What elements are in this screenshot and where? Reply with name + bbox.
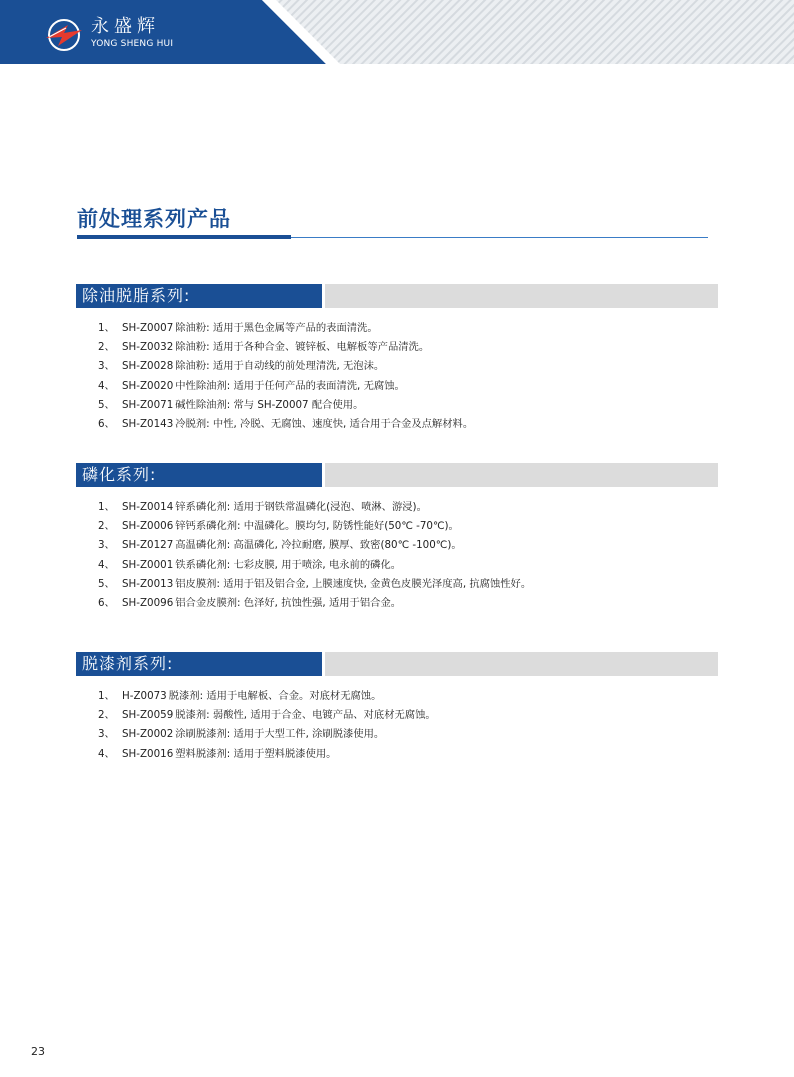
list-item bbox=[76, 556, 718, 575]
section-title: 除油脱脂系列: bbox=[76, 284, 322, 308]
item-description: 冷脱剂: 中性, 冷脱、无腐蚀、速度快, 适合用于合金及点解材料。 bbox=[175, 417, 474, 430]
product-code: SH-Z0143 bbox=[122, 417, 174, 430]
item-number: 5、 bbox=[98, 398, 115, 411]
title-divider-accent bbox=[77, 235, 291, 239]
item-description: 铝皮膜剂: 适用于铝及铝合金, 上膜速度快, 金黄色皮膜光泽度高, 抗腐蚀性好。 bbox=[175, 577, 532, 590]
list-item bbox=[76, 536, 718, 555]
item-description: 除油粉: 适用于各种合金、镀锌板、电解板等产品清洗。 bbox=[175, 341, 430, 354]
list-item bbox=[76, 687, 718, 706]
list-item bbox=[76, 377, 718, 396]
list-item bbox=[76, 725, 718, 744]
product-code: SH-Z0127 bbox=[122, 539, 174, 552]
list-item bbox=[76, 575, 718, 594]
section-degreasing bbox=[76, 284, 718, 434]
section-title: 脱漆剂系列: bbox=[76, 652, 322, 676]
product-code: SH-Z0016 bbox=[122, 747, 174, 760]
item-description: 碱性除油剂: 常与 SH-Z0007 配合使用。 bbox=[175, 398, 364, 411]
item-description: 除油粉: 适用于自动线的前处理清洗, 无泡沫。 bbox=[175, 360, 385, 373]
list-item bbox=[76, 338, 718, 357]
item-number: 6、 bbox=[98, 596, 115, 609]
item-description: 脱漆剂: 适用于电解板、合金。对底材无腐蚀。 bbox=[168, 690, 382, 702]
product-code: SH-Z0006 bbox=[122, 520, 174, 533]
section-phosphating bbox=[76, 463, 718, 613]
product-list bbox=[76, 498, 718, 613]
list-item bbox=[76, 745, 718, 764]
page-number: 23 bbox=[31, 1045, 45, 1058]
page-title: 前处理系列产品 bbox=[77, 207, 231, 231]
item-number: 2、 bbox=[98, 520, 115, 533]
product-code: SH-Z0014 bbox=[122, 501, 174, 513]
item-description: 塑料脱漆剂: 适用于塑料脱漆使用。 bbox=[175, 747, 337, 760]
list-item bbox=[76, 594, 718, 613]
list-item bbox=[76, 357, 718, 376]
item-description: 脱漆剂: 弱酸性, 适用于合金、电镀产品、对底材无腐蚀。 bbox=[175, 709, 436, 722]
item-number: 1、 bbox=[98, 690, 115, 702]
item-number: 4、 bbox=[98, 379, 115, 392]
item-number: 4、 bbox=[98, 558, 115, 571]
product-code: SH-Z0028 bbox=[122, 360, 174, 373]
item-description: 高温磷化剂: 高温磷化, 冷拉耐磨, 膜厚、致密(80℃ -100℃)。 bbox=[175, 539, 462, 552]
list-item bbox=[76, 319, 718, 338]
section-header-bar bbox=[76, 284, 718, 308]
header-banner bbox=[0, 0, 794, 64]
item-description: 锌系磷化剂: 适用于钢铁常温磷化(浸泡、喷淋、游浸)。 bbox=[175, 501, 427, 513]
brand-name-cn: 永盛辉 bbox=[91, 16, 160, 37]
section-paint-stripper bbox=[76, 652, 718, 764]
item-description: 锌钙系磷化剂: 中温磷化。膜均匀, 防锈性能好(50℃ -70℃)。 bbox=[175, 520, 459, 533]
item-number: 1、 bbox=[98, 501, 115, 513]
product-code: SH-Z0013 bbox=[122, 577, 174, 590]
product-code: SH-Z0071 bbox=[122, 398, 174, 411]
product-code: SH-Z0096 bbox=[122, 596, 174, 609]
item-number: 5、 bbox=[98, 577, 115, 590]
product-list bbox=[76, 687, 718, 764]
product-code: SH-Z0032 bbox=[122, 341, 174, 354]
product-code: SH-Z0001 bbox=[122, 558, 174, 571]
section-header-bar bbox=[76, 652, 718, 676]
item-number: 2、 bbox=[98, 341, 115, 354]
item-number: 3、 bbox=[98, 728, 115, 741]
item-description: 中性除油剂: 适用于任何产品的表面清洗, 无腐蚀。 bbox=[175, 379, 405, 392]
product-code: SH-Z0020 bbox=[122, 379, 174, 392]
product-code: SH-Z0002 bbox=[122, 728, 174, 741]
logo-icon bbox=[44, 16, 84, 54]
section-header-bar bbox=[76, 463, 718, 487]
product-code: SH-Z0007 bbox=[122, 322, 174, 334]
list-item bbox=[76, 396, 718, 415]
product-list bbox=[76, 319, 718, 434]
item-number: 1、 bbox=[98, 322, 115, 334]
item-description: 铝合金皮膜剂: 色泽好, 抗蚀性强, 适用于铝合金。 bbox=[175, 596, 402, 609]
section-title: 磷化系列: bbox=[76, 463, 322, 487]
item-number: 6、 bbox=[98, 417, 115, 430]
product-code: SH-Z0059 bbox=[122, 709, 174, 722]
item-number: 4、 bbox=[98, 747, 115, 760]
item-number: 3、 bbox=[98, 360, 115, 373]
brand-name-en: YONG SHENG HUI bbox=[91, 39, 174, 49]
item-number: 2、 bbox=[98, 709, 115, 722]
product-code: H-Z0073 bbox=[122, 690, 167, 702]
list-item bbox=[76, 517, 718, 536]
item-description: 铁系磷化剂: 七彩皮膜, 用于喷涂, 电永前的磷化。 bbox=[175, 558, 402, 571]
list-item bbox=[76, 706, 718, 725]
item-description: 除油粉: 适用于黑色金属等产品的表面清洗。 bbox=[175, 322, 378, 334]
item-number: 3、 bbox=[98, 539, 115, 552]
list-item bbox=[76, 415, 718, 434]
item-description: 涂刷脱漆剂: 适用于大型工件, 涂刷脱漆使用。 bbox=[175, 728, 385, 741]
list-item bbox=[76, 498, 718, 517]
